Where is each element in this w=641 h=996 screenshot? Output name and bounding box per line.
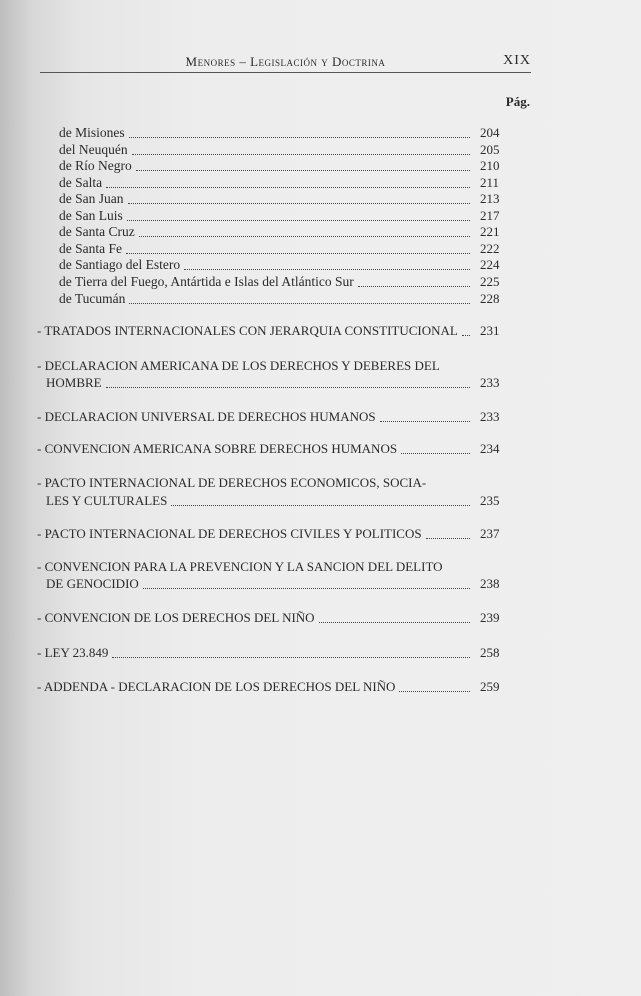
toc-entry-label: de Santa Fe: [59, 241, 122, 256]
toc-entry-label: del Neuquén: [59, 142, 128, 157]
leader-dots: [128, 191, 471, 204]
toc-entry-page: 204: [480, 125, 500, 140]
leader-dots: [426, 526, 470, 539]
toc-entry-label: de San Luis: [59, 208, 123, 223]
toc-entry-label: - TRATADOS INTERNACIONALES CON JERARQUIA CONSTITUCIONAL: [37, 323, 458, 338]
page-column-label: Pág.: [505, 94, 530, 109]
toc-entry-label: - CONVENCION AMERICANA SOBRE DERECHOS HUMANOS: [37, 441, 398, 456]
toc-entry-label: - LEY 23.849: [37, 645, 109, 660]
page-number: XIX: [503, 53, 531, 68]
toc-entry-page: 233: [480, 409, 500, 424]
leader-dots: [106, 175, 470, 188]
leader-dots: [139, 224, 470, 237]
toc-entry-page: 231: [480, 323, 500, 338]
toc-entry-label: de Río Negro: [59, 158, 132, 173]
leader-dots: [127, 208, 470, 221]
leader-dots: [171, 493, 470, 506]
toc-entry-page: 258: [480, 645, 500, 660]
leader-dots: [399, 679, 470, 692]
toc-entry-page: 233: [480, 375, 500, 390]
toc-entry-page: 235: [480, 493, 500, 508]
toc-entry-page: 259: [480, 679, 500, 694]
leader-dots: [380, 409, 470, 422]
toc-entry-label: - DECLARACION AMERICANA DE LOS DERECHOS Y DEBERES DEL: [37, 358, 440, 373]
leader-dots: [129, 125, 470, 138]
toc-entry-label: de Santiago del Estero: [59, 257, 181, 272]
toc-entry-label: - PACTO INTERNACIONAL DE DERECHOS CIVILES Y POLITICOS: [37, 526, 422, 541]
toc-entry-page: 210: [480, 158, 500, 173]
leader-dots: [462, 323, 470, 336]
toc-entry-page: 217: [480, 208, 500, 223]
toc-entry-page: 239: [480, 610, 500, 625]
toc-entry-label: - CONVENCION DE LOS DERECHOS DEL NIÑO: [37, 610, 315, 625]
leader-dots: [184, 257, 470, 270]
toc-entry-label: de Tucumán: [59, 291, 126, 306]
toc-entry-page: 238: [480, 576, 500, 591]
toc-entry-label: LES Y CULTURALES: [46, 493, 168, 508]
leader-dots: [401, 441, 470, 454]
toc-entry-page: 237: [480, 526, 500, 541]
leader-dots: [126, 241, 470, 254]
toc-entry-page: 224: [480, 257, 500, 272]
toc-entry-page: 234: [480, 441, 500, 456]
toc-entry-label: de Misiones: [59, 125, 125, 140]
running-title: Menores – Legislación y Doctrina: [185, 54, 386, 69]
toc-entry-page: 213: [480, 191, 500, 206]
leader-dots: [143, 576, 470, 589]
toc-entry-label: DE GENOCIDIO: [46, 576, 139, 591]
toc-entry-page: 221: [480, 224, 500, 239]
toc-entry-label: de Salta: [59, 175, 103, 190]
leader-dots: [129, 291, 470, 304]
toc-entry-label: - PACTO INTERNACIONAL DE DERECHOS ECONOMICOS, SOCIA-: [37, 475, 427, 490]
leader-dots: [112, 645, 470, 658]
leader-dots: [358, 274, 470, 287]
toc-entry-label: - DECLARACION UNIVERSAL DE DERECHOS HUMANOS: [37, 409, 376, 424]
toc-entry-page: 222: [480, 241, 500, 256]
toc-entry-label: HOMBRE: [46, 375, 102, 390]
leader-dots: [319, 610, 470, 623]
toc-entry-page: 205: [480, 142, 500, 157]
running-header: [40, 54, 531, 73]
toc-entry-label: de Santa Cruz: [59, 224, 135, 239]
leader-dots: [106, 375, 470, 388]
toc-entry-page: 228: [480, 291, 500, 306]
toc-entry-label: de Tierra del Fuego, Antártida e Islas del Atlántico Sur: [59, 274, 354, 289]
leader-dots: [136, 158, 470, 171]
toc-entry-page: 225: [480, 274, 500, 289]
toc-entry-label: - ADDENDA - DECLARACION DE LOS DERECHOS DEL NIÑO: [37, 679, 396, 694]
leader-dots: [132, 142, 470, 155]
toc-entry-label: de San Juan: [59, 191, 124, 206]
toc-entry-label: - CONVENCION PARA LA PREVENCION Y LA SANCION DEL DELITO: [37, 559, 443, 574]
toc-entry-page: 211: [480, 175, 500, 190]
